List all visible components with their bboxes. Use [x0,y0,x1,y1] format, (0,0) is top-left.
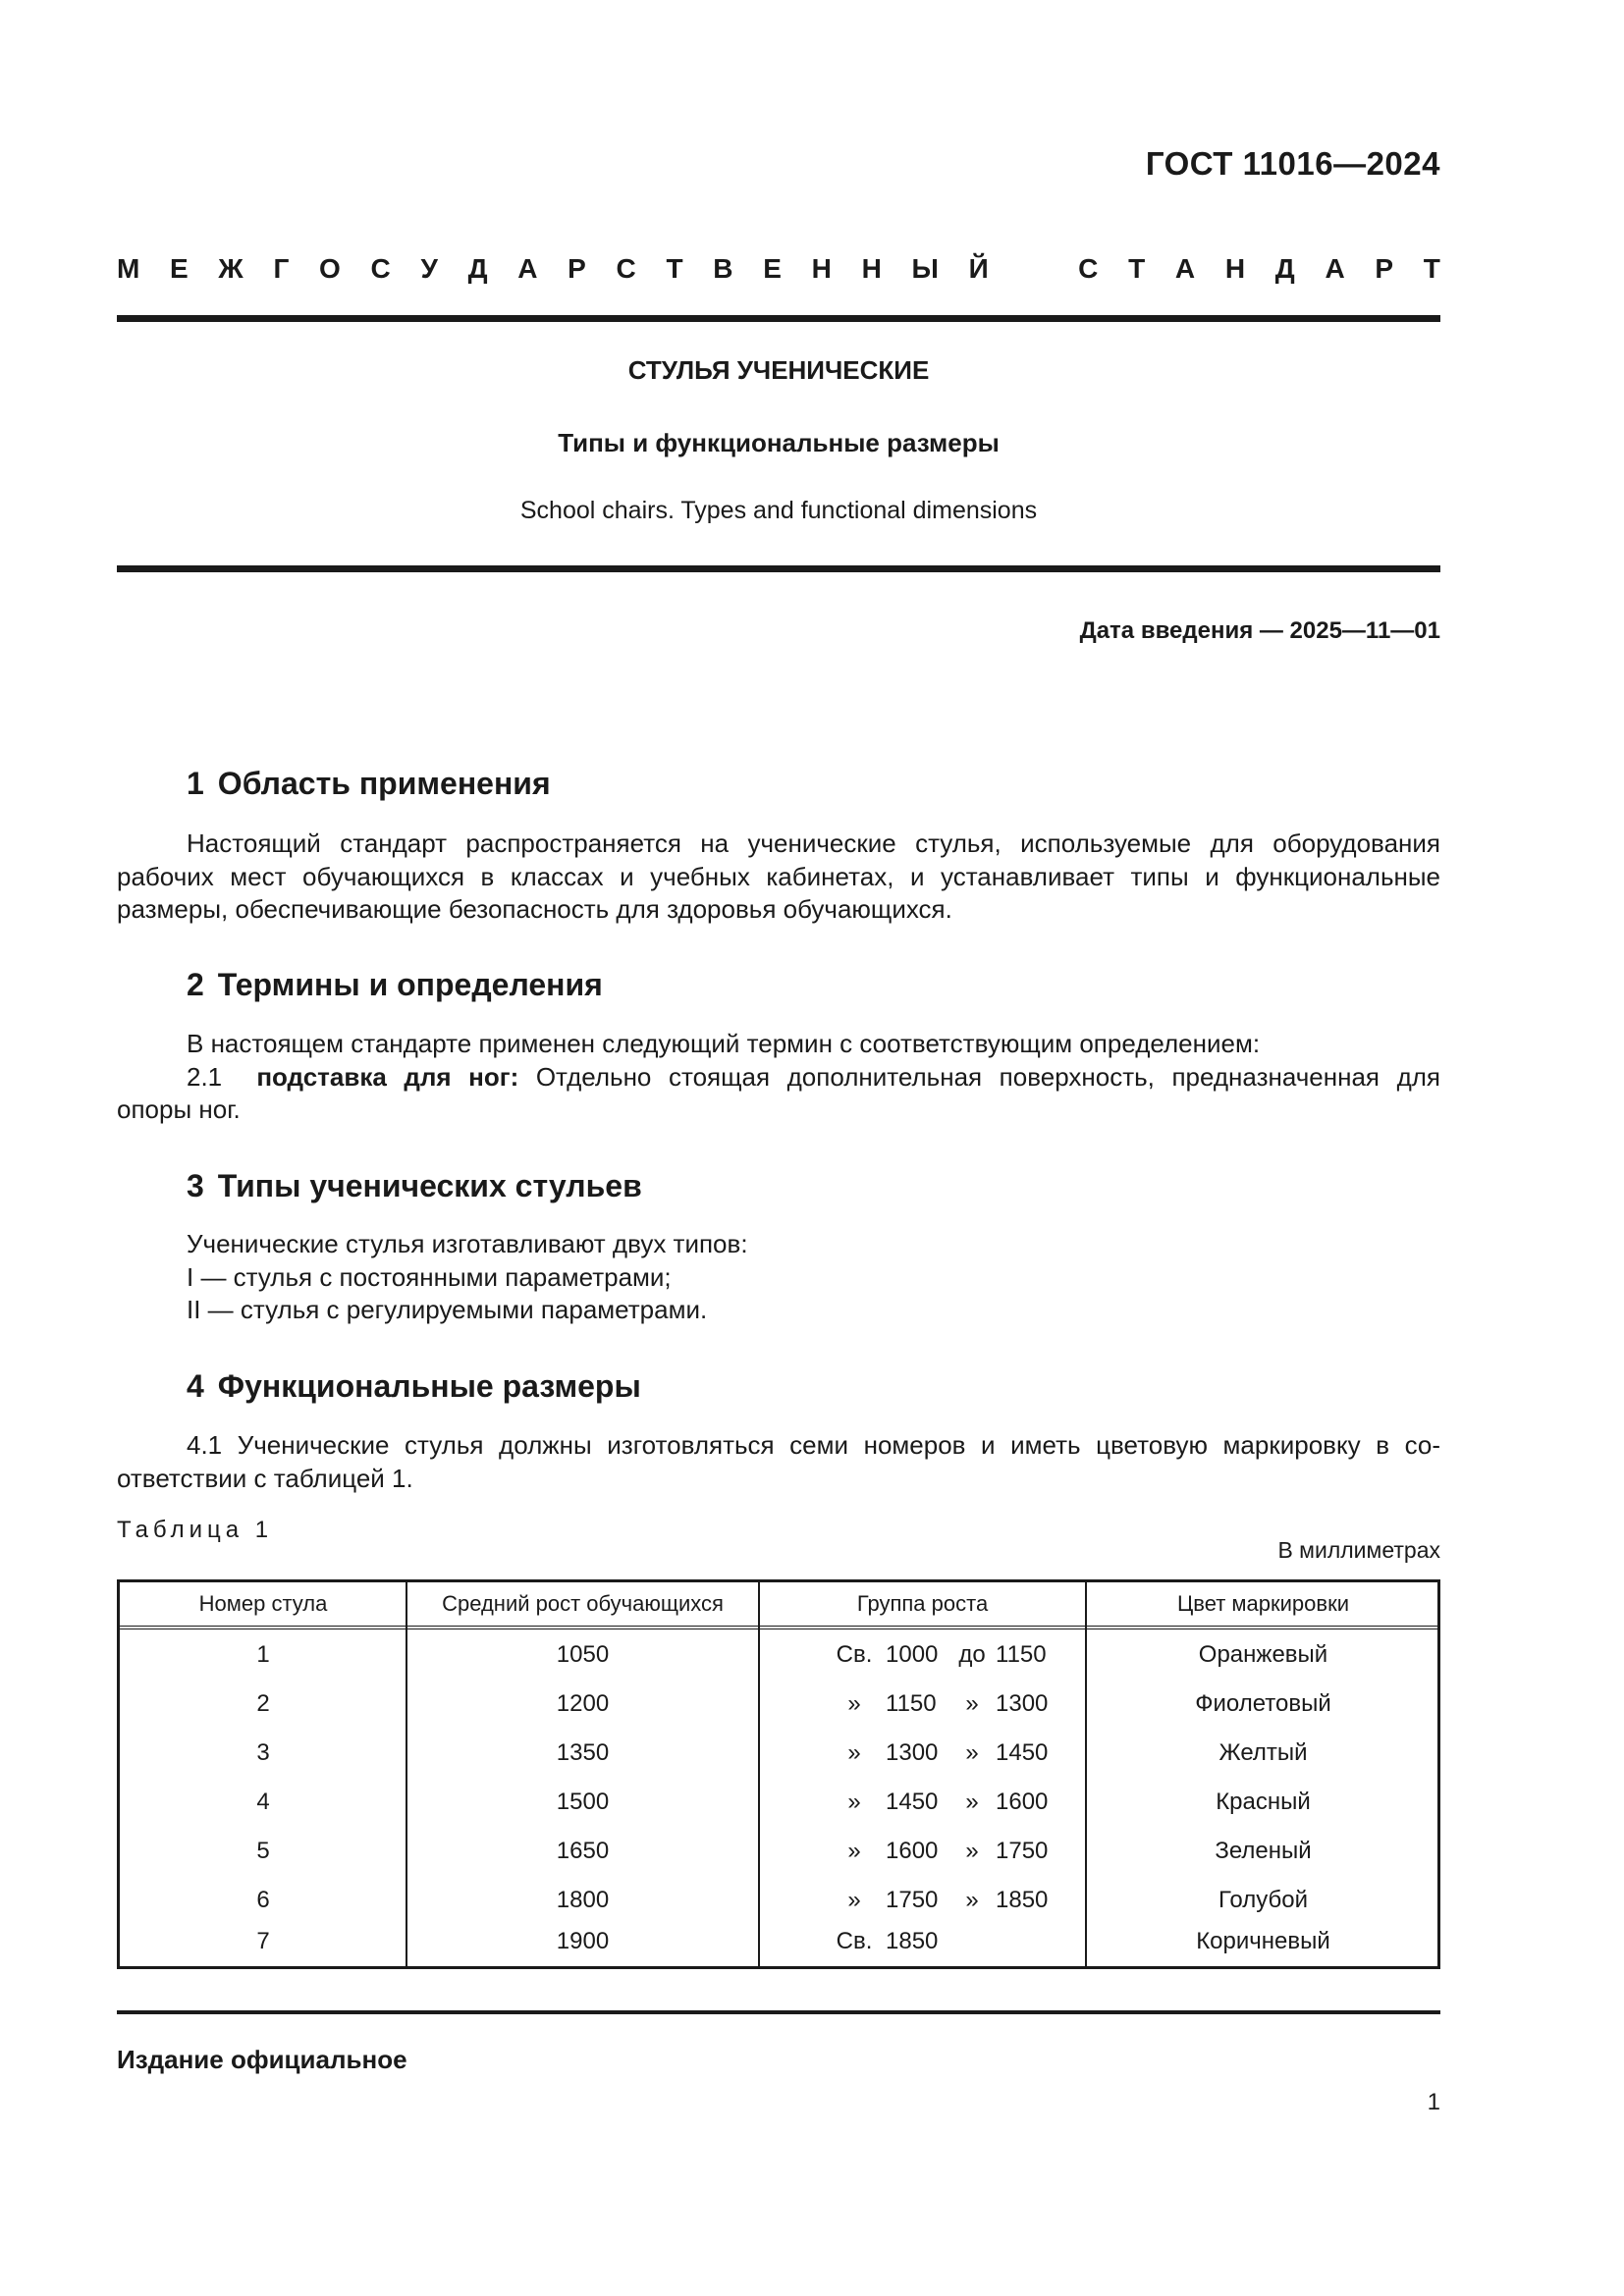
chair-number-cell: 6 [256,1887,270,1913]
paragraph-line: 4.1 Ученические стулья должны изготовляться семи номеров и иметь цветовую маркировку в со- [187,1430,1440,1460]
table-row [120,1827,1437,1876]
average-height-cell: 1350 [556,1739,610,1766]
group-to: 1300 [996,1690,1049,1717]
group-prefix: » [847,1789,861,1815]
group-to: 1600 [996,1789,1049,1815]
section-number: 4 [187,1368,204,1404]
heading-letter: Ы [911,253,939,284]
table-units: В миллиметрах [1277,1537,1440,1563]
table-row [120,1778,1437,1827]
section-1-heading [187,766,551,802]
document-subtitle: Типы и функциональные размеры [558,428,1000,457]
average-height-cell: 1050 [556,1641,610,1668]
heading-letter: Ж [218,253,244,284]
average-height-cell: 1500 [556,1789,610,1815]
chair-sizes-table [117,1579,1440,1969]
heading-letter: Д [1274,253,1295,284]
group-from: 1150 [886,1690,937,1717]
paragraph-line: Настоящий стандарт распространяется на ученические стулья, используемые для оборудования [187,828,1440,858]
section-title: Типы ученических стульев [217,1168,642,1203]
chair-number-cell: 7 [256,1928,270,1954]
section-number: 3 [187,1168,204,1203]
paragraph-line: Ученические стулья изготавливают двух типов: [187,1229,748,1258]
heading-letter: А [1174,253,1196,284]
heading-letter: Т [1423,253,1440,284]
term: подставка для ног: [256,1061,519,1092]
section-title: Область применения [217,766,551,801]
table-row [120,1917,1437,1966]
marking-color-cell: Красный [1216,1789,1311,1815]
column-header: Группа роста [856,1591,989,1616]
group-from: 1600 [886,1838,939,1864]
paragraph-line: опоры ног. [117,1095,241,1124]
group-to: 1750 [996,1838,1049,1864]
paragraph-line: размеры, обеспечивающие безопасность для здоровья обучающихся. [117,894,952,924]
chair-number-cell: 3 [256,1739,270,1766]
top-rule [117,315,1440,322]
group-separator: » [965,1690,979,1717]
section-2-text [117,1028,1440,1127]
table-row [120,1729,1437,1778]
section-2-heading [187,967,603,1003]
group-prefix: » [847,1690,861,1717]
heading-letter: Е [170,253,189,284]
heading-letter: Е [763,253,782,284]
group-from: 1750 [886,1887,939,1913]
marking-color-cell: Голубой [1218,1887,1308,1913]
group-separator: » [965,1739,979,1766]
column-header: Цвет маркировки [1177,1591,1349,1616]
group-separator: » [965,1887,979,1913]
group-separator: » [965,1789,979,1815]
table-row [120,1630,1437,1680]
heading-letter: В [713,253,733,284]
heading-letter: Н [811,253,832,284]
official-edition-label: Издание официальное [117,2045,407,2074]
section-1-text [117,828,1440,927]
chair-number-cell: 1 [256,1641,270,1668]
column-header: Средний рост обучающихся [442,1591,724,1616]
group-to: 1450 [996,1739,1049,1766]
marking-color-cell: Коричневый [1196,1928,1330,1954]
group-from: 1850 [886,1928,939,1954]
section-title: Термины и определения [217,967,603,1002]
introduction-date: Дата введения — 2025—11—01 [1079,617,1440,644]
heading-word-gap [1018,253,1048,285]
section-4-heading [187,1368,641,1405]
heading-letter: О [319,253,341,284]
paragraph-line: В настоящем стандарте применен следующий термин с соответствующим определением: [187,1029,1261,1058]
group-prefix: Св. [836,1928,873,1954]
document-title: СТУЛЬЯ УЧЕНИЧЕСКИЕ [627,355,930,385]
section-number: 2 [187,967,204,1002]
group-from: 1300 [886,1739,939,1766]
heading-letter: Н [1224,253,1246,284]
average-height-cell: 1800 [556,1887,610,1913]
term-number: 2.1 [187,1061,223,1092]
footer-rule [117,2010,1440,2014]
average-height-cell: 1200 [556,1690,610,1717]
document-number: ГОСТ 11016—2024 [1145,145,1440,182]
heading-letter: У [420,253,438,284]
group-prefix: » [847,1739,861,1766]
chair-number-cell: 2 [256,1690,270,1717]
group-prefix: Св. [836,1641,873,1668]
group-from: 1000 [886,1641,939,1668]
section-3-text [117,1228,1440,1327]
average-height-cell: 1900 [556,1928,610,1954]
section-4-text [117,1429,1440,1495]
heading-letter: А [1325,253,1345,284]
table-caption: Таблица 1 [117,1517,274,1543]
marking-color-cell: Зеленый [1215,1838,1312,1864]
group-from: 1450 [886,1789,939,1815]
heading-letter: Н [861,253,882,284]
group-separator: до [958,1641,986,1668]
heading-letter: М [117,253,140,284]
average-height-cell: 1650 [556,1838,610,1864]
group-prefix: » [847,1838,861,1864]
group-prefix: » [847,1887,861,1913]
section-3-heading [187,1168,642,1204]
group-separator [952,1917,992,1966]
group-separator: » [965,1838,979,1864]
heading-letter: Р [568,253,586,284]
section-title: Функциональные размеры [217,1368,641,1404]
term-definition: Отдельно стоящая дополнительная поверхность, предназначенная для [518,1061,1440,1092]
group-to: 1150 [996,1641,1047,1668]
title-bottom-rule [117,565,1440,572]
heading-letter: Д [467,253,488,284]
list-item: I — стулья с постоянными параметрами; [187,1261,672,1292]
paragraph-line: ответствии с таблицей 1. [117,1463,413,1493]
heading-letter: С [616,253,636,284]
chair-number-cell: 5 [256,1838,270,1864]
group-to: 1850 [996,1887,1049,1913]
marking-color-cell: Фиолетовый [1195,1690,1331,1717]
heading-letter: А [517,253,538,284]
table-row [120,1680,1437,1729]
interstate-standard-heading [117,253,1440,285]
list-item: II — стулья с регулируемыми параметрами. [187,1295,708,1324]
heading-letter: Р [1375,253,1394,284]
heading-letter: Т [666,253,683,284]
heading-letter: С [1078,253,1099,284]
document-title-english: School chairs. Types and functional dimensions [519,497,1038,524]
heading-letter: С [370,253,391,284]
chair-number-cell: 4 [256,1789,270,1815]
table-header-row [120,1582,1437,1629]
paragraph-line: рабочих мест обучающихся в классах и учебных кабинетах, и устанавливает типы и функциональные [117,861,1440,891]
marking-color-cell: Желтый [1218,1739,1308,1766]
heading-letter: Т [1128,253,1146,284]
term-definition-line [117,1061,1440,1095]
page-number: 1 [1427,2089,1440,2115]
heading-letter: Й [968,253,989,284]
column-header: Номер стула [198,1591,328,1616]
heading-letter: Г [273,253,290,284]
section-number: 1 [187,766,204,801]
marking-color-cell: Оранжевый [1198,1641,1328,1668]
